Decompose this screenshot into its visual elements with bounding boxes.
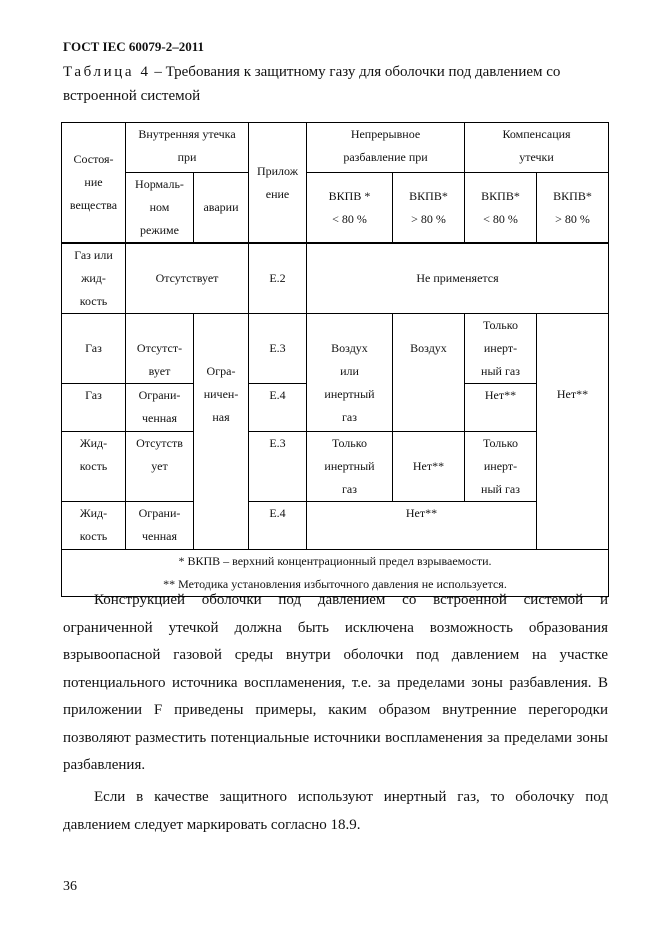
table-caption-text: – Требования к защитному газу для оболочки под давлением со bbox=[154, 64, 561, 80]
row5-state: Жид- кость bbox=[62, 502, 126, 550]
row3-appendix: Е.4 bbox=[249, 384, 307, 432]
head-normal-mode: Нормаль- ном режиме bbox=[126, 173, 194, 244]
head-lel-gt-80-dilution: ВКПВ* > 80 % bbox=[393, 173, 465, 244]
protective-gas-table bbox=[61, 122, 609, 597]
row2-normal: Отсутст- вует bbox=[126, 314, 194, 384]
head-lel-lt-80-compensation: ВКПВ* < 80 % bbox=[465, 173, 537, 244]
row1-state: Газ или жид- кость bbox=[62, 243, 126, 314]
table-caption-continuation: встроенной системой bbox=[63, 88, 201, 104]
row4-appendix: Е.3 bbox=[249, 432, 307, 502]
row4-state: Жид- кость bbox=[62, 432, 126, 502]
head-state: Состоя- ние вещества bbox=[62, 123, 126, 244]
row2-dilution-lt: Воздух или инертный газ bbox=[307, 314, 393, 432]
row5-appendix: Е.4 bbox=[249, 502, 307, 550]
paragraph-1: Конструкцией оболочки под давлением со встроенной системой и ограниченной утечкой должна быть исключена возможность образования взрывоопасной газовой среды внутри оболочки под давлением на участке потенциального источника воспламенения, т.е. за пределами зоны разбавления. В приложении F приведены примеры, каким образом внутренние перегородки позволяют разместить потенциальные источники воспламенения за пределами зоны разбавления. bbox=[63, 592, 608, 773]
head-appendix: Прилож ение bbox=[249, 123, 307, 244]
row3-normal: Ограни- ченная bbox=[126, 384, 194, 432]
row2-state: Газ bbox=[62, 314, 126, 384]
row4-dilution-lt: Только инертный газ bbox=[307, 432, 393, 502]
row5-merged: Нет** bbox=[307, 502, 537, 550]
row3-compensation-lt: Нет** bbox=[465, 384, 537, 432]
head-fault: аварии bbox=[194, 173, 249, 244]
row2-compensation-lt: Только инерт- ный газ bbox=[465, 314, 537, 384]
row2-compensation-gt: Нет** bbox=[537, 314, 609, 550]
row1-leak: Отсутствует bbox=[126, 243, 249, 314]
row2-appendix: Е.3 bbox=[249, 314, 307, 384]
head-internal-leak: Внутренняя утечка при bbox=[126, 123, 249, 173]
head-leak-compensation: Компенсация утечки bbox=[465, 123, 609, 173]
row5-normal: Ограни- ченная bbox=[126, 502, 194, 550]
row4-compensation-lt: Только инерт- ный газ bbox=[465, 432, 537, 502]
table-caption-label: Таблица 4 bbox=[63, 64, 151, 80]
paragraph-2: Если в качестве защитного используют инертный газ, то оболочку под давлением следует маркировать согласно 18.9. bbox=[63, 789, 608, 833]
row4-normal: Отсутств ует bbox=[126, 432, 194, 502]
row4-dilution-gt: Нет** bbox=[393, 432, 465, 502]
row4-fault-continuation bbox=[194, 432, 249, 550]
footnote-2: ** Методика установления избыточного давления не используется. bbox=[163, 577, 507, 591]
table-caption bbox=[63, 62, 608, 82]
head-lel-gt-80-compensation: ВКПВ* > 80 % bbox=[537, 173, 609, 244]
footnote-1: * ВКПВ – верхний концентрационный предел взрываемости. bbox=[178, 554, 492, 568]
document-header: ГОСТ IEC 60079-2–2011 bbox=[63, 39, 205, 54]
row2-dilution-gt: Воздух bbox=[393, 314, 465, 432]
row3-state: Газ bbox=[62, 384, 126, 432]
head-lel-lt-80-dilution: ВКПВ * < 80 % bbox=[307, 173, 393, 244]
row1-not-applicable: Не применяется bbox=[307, 243, 609, 314]
head-continuous-dilution: Непрерывное разбавление при bbox=[307, 123, 465, 173]
page-number: 36 bbox=[63, 879, 77, 894]
row2-fault: Огра- ничен- ная bbox=[194, 314, 249, 432]
row1-appendix: Е.2 bbox=[249, 243, 307, 314]
